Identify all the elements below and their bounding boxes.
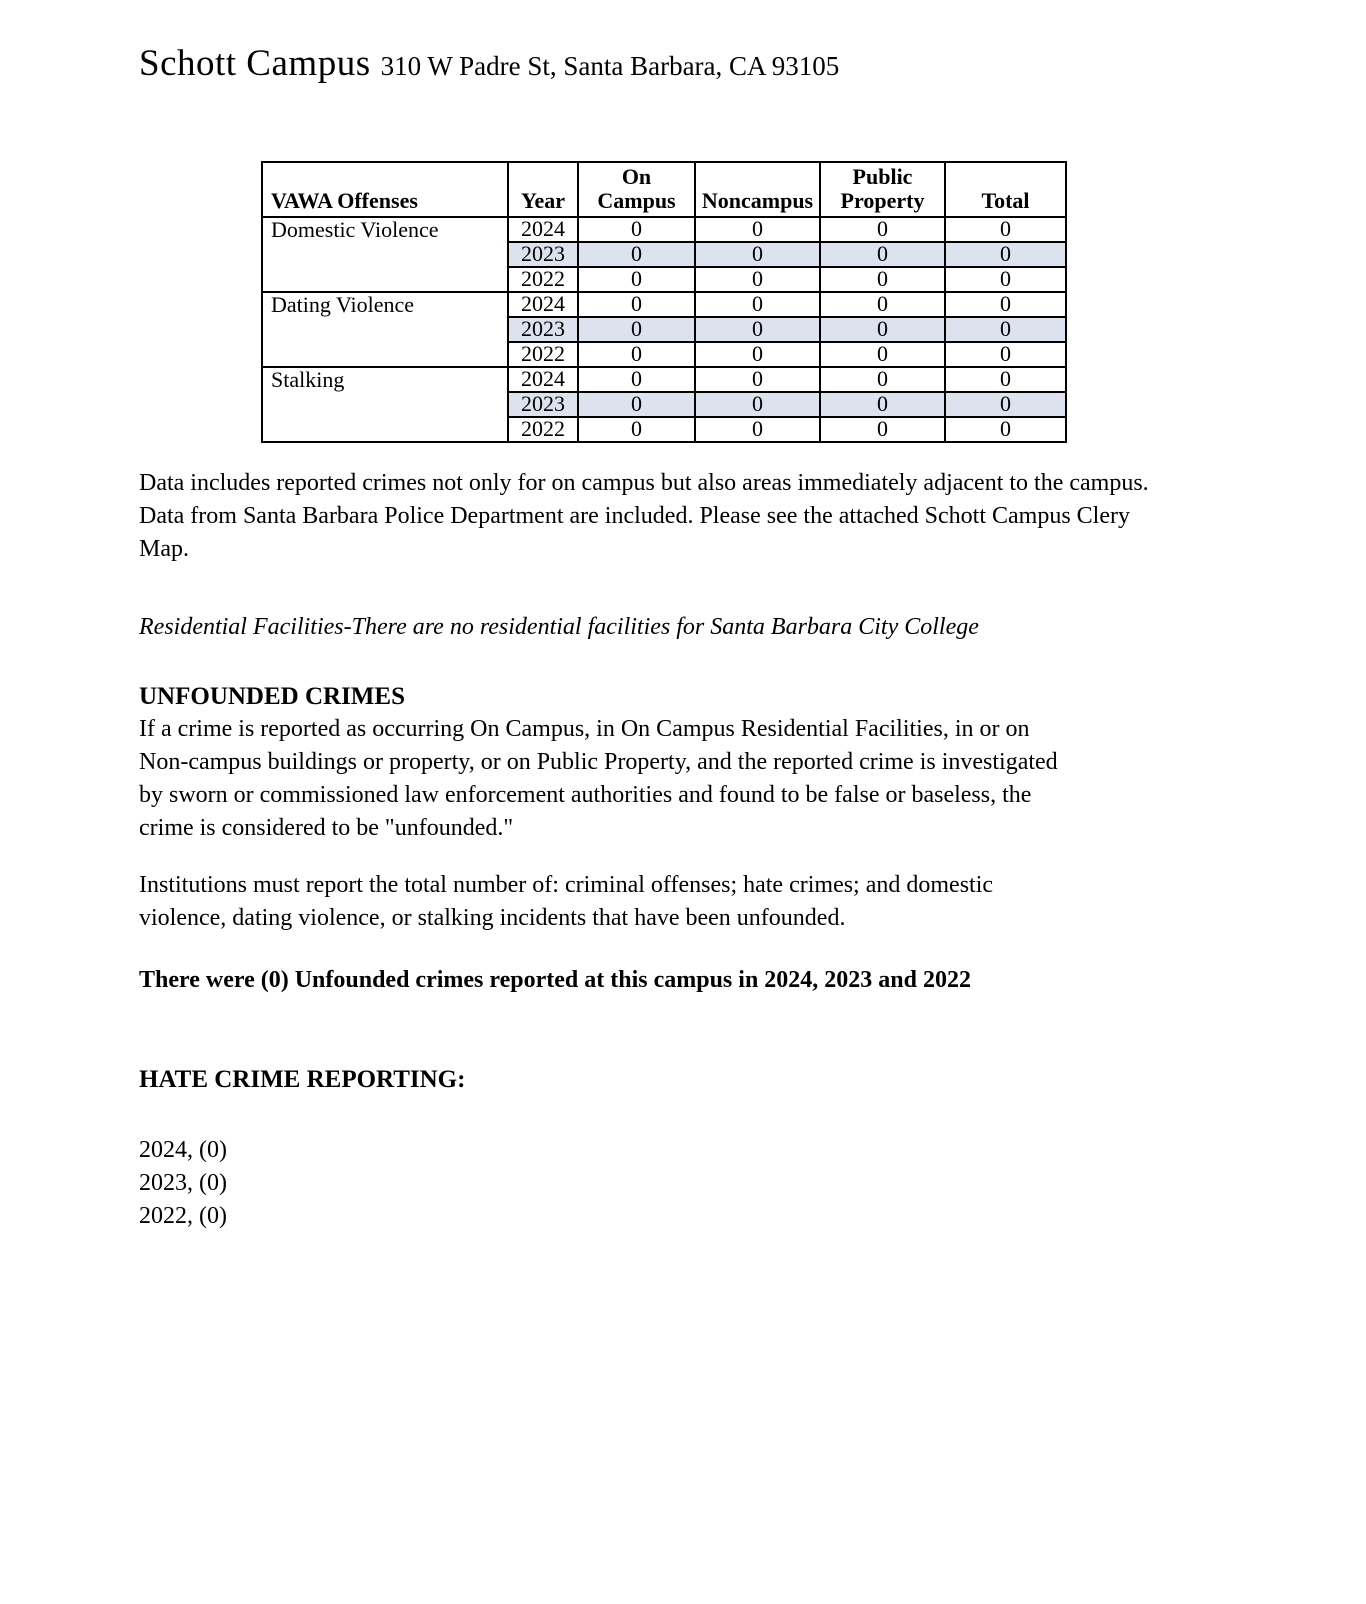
vawa-offenses-table	[261, 161, 1067, 443]
on-campus-value: 0	[578, 392, 695, 417]
total-value: 0	[945, 392, 1066, 417]
year-cell: 2024	[508, 217, 578, 242]
paragraph-line: Data from Santa Barbara Police Department are included. Please see the attached Schott Campus Clery	[139, 502, 1130, 529]
offense-label-dating-violence: Dating Violence	[262, 292, 508, 367]
on-campus-value: 0	[578, 292, 695, 317]
paragraph-line: Institutions must report the total number of: criminal offenses; hate crimes; and domestic	[139, 871, 994, 898]
page-header	[0, 0, 1366, 85]
public-property-value: 0	[820, 242, 945, 267]
column-header-total: Total	[945, 162, 1066, 217]
public-property-value: 0	[820, 317, 945, 342]
noncampus-value: 0	[695, 242, 820, 267]
offense-label-domestic-violence: Domestic Violence	[262, 217, 508, 292]
public-property-value: 0	[820, 267, 945, 292]
hate-crime-count-2022: 2022, (0)	[139, 1202, 227, 1229]
on-campus-value: 0	[578, 342, 695, 367]
noncampus-value: 0	[695, 267, 820, 292]
column-header-on-campus: On Campus	[578, 162, 695, 217]
table-row	[262, 367, 1066, 392]
year-cell: 2023	[508, 317, 578, 342]
on-campus-value: 0	[578, 417, 695, 442]
noncampus-value: 0	[695, 317, 820, 342]
column-header-noncampus: Noncampus	[695, 162, 820, 217]
total-value: 0	[945, 367, 1066, 392]
column-header-vawa-offenses: VAWA Offenses	[262, 162, 508, 217]
public-property-value: 0	[820, 367, 945, 392]
noncampus-value: 0	[695, 292, 820, 317]
noncampus-value: 0	[695, 392, 820, 417]
paragraph-adjacent-data	[139, 467, 1211, 566]
noncampus-value: 0	[695, 217, 820, 242]
total-value: 0	[945, 242, 1066, 267]
paragraph-line: Map.	[139, 535, 189, 562]
table-row	[262, 292, 1066, 317]
campus-address: 310 W Padre St, Santa Barbara, CA 93105	[380, 51, 840, 81]
public-property-value: 0	[820, 292, 945, 317]
paragraph-line: violence, dating violence, or stalking incidents that have been unfounded.	[139, 904, 846, 931]
hate-crime-reporting-heading: HATE CRIME REPORTING:	[139, 1065, 466, 1093]
paragraph-line: Non-campus buildings or property, or on Public Property, and the reported crime is investigated	[139, 748, 1058, 775]
paragraph-line: If a crime is reported as occurring On Campus, in On Campus Residential Facilities, in or on	[139, 715, 1030, 742]
total-value: 0	[945, 317, 1066, 342]
paragraph-line: crime is considered to be "unfounded."	[139, 814, 514, 841]
total-value: 0	[945, 217, 1066, 242]
public-property-value: 0	[820, 392, 945, 417]
public-property-value: 0	[820, 417, 945, 442]
offense-label-stalking: Stalking	[262, 367, 508, 442]
year-cell: 2022	[508, 417, 578, 442]
hate-crime-counts	[139, 1134, 1211, 1233]
on-campus-value: 0	[578, 317, 695, 342]
noncampus-value: 0	[695, 417, 820, 442]
year-cell: 2024	[508, 292, 578, 317]
year-cell: 2024	[508, 367, 578, 392]
on-campus-value: 0	[578, 217, 695, 242]
on-campus-value: 0	[578, 367, 695, 392]
public-property-value: 0	[820, 217, 945, 242]
paragraph-line: Data includes reported crimes not only for on campus but also areas immediately adjacent to the campus.	[139, 469, 1149, 496]
residential-facilities-note: Residential Facilities-There are no residential facilities for Santa Barbara City College	[139, 613, 979, 640]
hate-crime-count-2024: 2024, (0)	[139, 1136, 227, 1163]
paragraph-unfounded-definition	[139, 713, 1211, 845]
total-value: 0	[945, 267, 1066, 292]
unfounded-crimes-heading: UNFOUNDED CRIMES	[139, 682, 405, 710]
year-cell: 2023	[508, 392, 578, 417]
hate-crime-count-2023: 2023, (0)	[139, 1169, 227, 1196]
table-row	[262, 217, 1066, 242]
paragraph-line: by sworn or commissioned law enforcement authorities and found to be false or baseless, the	[139, 781, 1032, 808]
noncampus-value: 0	[695, 342, 820, 367]
public-property-value: 0	[820, 342, 945, 367]
on-campus-value: 0	[578, 242, 695, 267]
page-title: Schott Campus	[139, 43, 371, 84]
column-header-year: Year	[508, 162, 578, 217]
total-value: 0	[945, 342, 1066, 367]
unfounded-crimes-summary: There were (0) Unfounded crimes reported at this campus in 2024, 2023 and 2022	[139, 966, 971, 993]
year-cell: 2022	[508, 342, 578, 367]
noncampus-value: 0	[695, 367, 820, 392]
column-header-public-property: Public Property	[820, 162, 945, 217]
total-value: 0	[945, 292, 1066, 317]
year-cell: 2023	[508, 242, 578, 267]
year-cell: 2022	[508, 267, 578, 292]
table-header-row	[262, 162, 1066, 217]
paragraph-institutions	[139, 869, 1211, 935]
total-value: 0	[945, 417, 1066, 442]
on-campus-value: 0	[578, 267, 695, 292]
